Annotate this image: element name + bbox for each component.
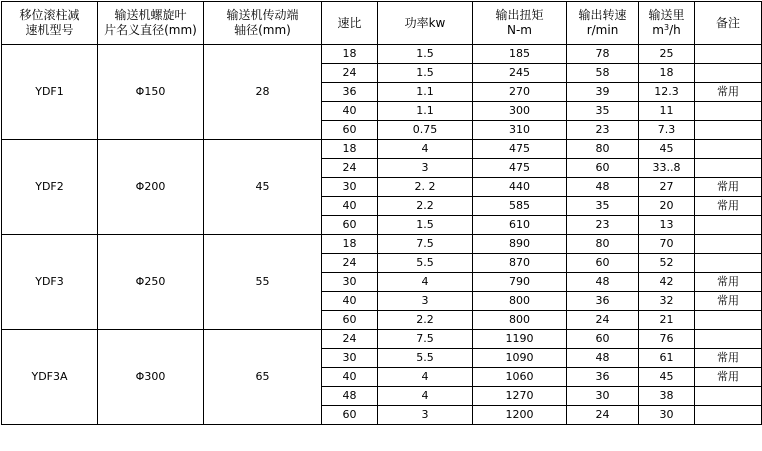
rpm-cell: 24 bbox=[567, 406, 639, 425]
power-cell: 3 bbox=[378, 406, 473, 425]
rpm-cell: 36 bbox=[567, 368, 639, 387]
model-cell: YDF2 bbox=[2, 140, 98, 235]
header-model-line2: 速机型号 bbox=[25, 23, 74, 37]
capacity-cell: 61 bbox=[639, 349, 695, 368]
torque-cell: 1190 bbox=[473, 330, 567, 349]
header-model bbox=[2, 2, 98, 45]
remark-cell bbox=[695, 102, 762, 121]
remark-cell: 常用 bbox=[695, 273, 762, 292]
ratio-cell: 60 bbox=[322, 406, 378, 425]
reducer-spec-table bbox=[1, 1, 762, 425]
header-model-line1: 移位滚柱减 bbox=[19, 8, 80, 22]
rpm-cell: 39 bbox=[567, 83, 639, 102]
torque-cell: 440 bbox=[473, 178, 567, 197]
torque-cell: 800 bbox=[473, 292, 567, 311]
torque-cell: 1270 bbox=[473, 387, 567, 406]
rpm-cell: 35 bbox=[567, 102, 639, 121]
header-rpm-line1: 输出转速 bbox=[578, 8, 627, 22]
capacity-cell: 45 bbox=[639, 140, 695, 159]
capacity-cell: 11 bbox=[639, 102, 695, 121]
rpm-cell: 80 bbox=[567, 235, 639, 254]
rpm-cell: 60 bbox=[567, 330, 639, 349]
torque-cell: 245 bbox=[473, 64, 567, 83]
ratio-cell: 48 bbox=[322, 387, 378, 406]
power-cell: 1.1 bbox=[378, 83, 473, 102]
capacity-cell: 7.3 bbox=[639, 121, 695, 140]
header-torque-line1: 输出扭矩 bbox=[495, 8, 544, 22]
header-spiral-line2: 片名义直径(mm) bbox=[104, 23, 197, 37]
shaft-diameter-cell: 28 bbox=[204, 45, 322, 140]
model-cell: YDF1 bbox=[2, 45, 98, 140]
header-torque-line2: N-m bbox=[507, 23, 532, 37]
remark-cell bbox=[695, 254, 762, 273]
table-row bbox=[2, 140, 762, 159]
header-remark bbox=[695, 2, 762, 45]
remark-cell bbox=[695, 159, 762, 178]
power-cell: 1.1 bbox=[378, 102, 473, 121]
torque-cell: 870 bbox=[473, 254, 567, 273]
torque-cell: 610 bbox=[473, 216, 567, 235]
ratio-cell: 30 bbox=[322, 178, 378, 197]
torque-cell: 1090 bbox=[473, 349, 567, 368]
ratio-cell: 24 bbox=[322, 64, 378, 83]
remark-cell: 常用 bbox=[695, 83, 762, 102]
remark-cell bbox=[695, 235, 762, 254]
ratio-cell: 60 bbox=[322, 216, 378, 235]
header-shaft-diameter bbox=[204, 2, 322, 45]
capacity-cell: 18 bbox=[639, 64, 695, 83]
capacity-cell: 38 bbox=[639, 387, 695, 406]
header-spiral-line1: 输送机螺旋叶 bbox=[114, 8, 187, 22]
power-cell: 1.5 bbox=[378, 45, 473, 64]
rpm-cell: 48 bbox=[567, 273, 639, 292]
remark-cell bbox=[695, 311, 762, 330]
rpm-cell: 23 bbox=[567, 121, 639, 140]
header-row bbox=[2, 2, 762, 45]
power-cell: 5.5 bbox=[378, 349, 473, 368]
power-cell: 3 bbox=[378, 292, 473, 311]
shaft-diameter-cell: 45 bbox=[204, 140, 322, 235]
capacity-cell: 25 bbox=[639, 45, 695, 64]
shaft-diameter-cell: 65 bbox=[204, 330, 322, 425]
table-row bbox=[2, 235, 762, 254]
power-cell: 4 bbox=[378, 368, 473, 387]
remark-cell bbox=[695, 140, 762, 159]
shaft-diameter-cell: 55 bbox=[204, 235, 322, 330]
ratio-cell: 18 bbox=[322, 235, 378, 254]
ratio-cell: 60 bbox=[322, 121, 378, 140]
remark-cell: 常用 bbox=[695, 178, 762, 197]
torque-cell: 270 bbox=[473, 83, 567, 102]
power-cell: 4 bbox=[378, 273, 473, 292]
ratio-cell: 40 bbox=[322, 368, 378, 387]
spiral-diameter-cell: Φ200 bbox=[98, 140, 204, 235]
torque-cell: 585 bbox=[473, 197, 567, 216]
table-row bbox=[2, 45, 762, 64]
header-capacity-unit bbox=[639, 23, 694, 38]
ratio-cell: 24 bbox=[322, 330, 378, 349]
remark-cell: 常用 bbox=[695, 368, 762, 387]
rpm-cell: 48 bbox=[567, 178, 639, 197]
power-cell: 7.5 bbox=[378, 235, 473, 254]
torque-cell: 890 bbox=[473, 235, 567, 254]
remark-cell bbox=[695, 216, 762, 235]
rpm-cell: 48 bbox=[567, 349, 639, 368]
power-cell: 2.2 bbox=[378, 197, 473, 216]
ratio-cell: 30 bbox=[322, 273, 378, 292]
capacity-cell: 45 bbox=[639, 368, 695, 387]
spiral-diameter-cell: Φ250 bbox=[98, 235, 204, 330]
power-cell: 1.5 bbox=[378, 64, 473, 83]
remark-cell bbox=[695, 406, 762, 425]
power-cell: 5.5 bbox=[378, 254, 473, 273]
header-capacity-unit-sup: 3 bbox=[663, 23, 670, 32]
ratio-cell: 24 bbox=[322, 159, 378, 178]
header-rpm-line2: r/min bbox=[586, 23, 619, 37]
power-cell: 2. 2 bbox=[378, 178, 473, 197]
torque-cell: 800 bbox=[473, 311, 567, 330]
table-row bbox=[2, 330, 762, 349]
capacity-cell: 52 bbox=[639, 254, 695, 273]
ratio-cell: 18 bbox=[322, 140, 378, 159]
capacity-cell: 30 bbox=[639, 406, 695, 425]
remark-cell: 常用 bbox=[695, 349, 762, 368]
power-cell: 3 bbox=[378, 159, 473, 178]
remark-cell bbox=[695, 45, 762, 64]
capacity-cell: 33..8 bbox=[639, 159, 695, 178]
ratio-cell: 24 bbox=[322, 254, 378, 273]
spiral-diameter-cell: Φ150 bbox=[98, 45, 204, 140]
capacity-cell: 12.3 bbox=[639, 83, 695, 102]
header-speed-ratio-label: 速比 bbox=[337, 15, 362, 30]
torque-cell: 300 bbox=[473, 102, 567, 121]
capacity-cell: 70 bbox=[639, 235, 695, 254]
torque-cell: 1060 bbox=[473, 368, 567, 387]
rpm-cell: 80 bbox=[567, 140, 639, 159]
header-capacity-line1: 输送里 bbox=[648, 8, 685, 22]
rpm-cell: 60 bbox=[567, 254, 639, 273]
remark-cell bbox=[695, 64, 762, 83]
power-cell: 2.2 bbox=[378, 311, 473, 330]
spiral-diameter-cell: Φ300 bbox=[98, 330, 204, 425]
torque-cell: 475 bbox=[473, 140, 567, 159]
rpm-cell: 58 bbox=[567, 64, 639, 83]
ratio-cell: 40 bbox=[322, 292, 378, 311]
rpm-cell: 30 bbox=[567, 387, 639, 406]
rpm-cell: 60 bbox=[567, 159, 639, 178]
capacity-cell: 76 bbox=[639, 330, 695, 349]
ratio-cell: 40 bbox=[322, 102, 378, 121]
torque-cell: 475 bbox=[473, 159, 567, 178]
torque-cell: 310 bbox=[473, 121, 567, 140]
capacity-cell: 13 bbox=[639, 216, 695, 235]
header-shaft-line1: 输送机传动端 bbox=[226, 8, 299, 22]
torque-cell: 185 bbox=[473, 45, 567, 64]
ratio-cell: 30 bbox=[322, 349, 378, 368]
torque-cell: 790 bbox=[473, 273, 567, 292]
header-shaft-line2: 轴径(mm) bbox=[234, 23, 291, 37]
rpm-cell: 35 bbox=[567, 197, 639, 216]
header-speed-ratio bbox=[322, 2, 378, 45]
ratio-cell: 36 bbox=[322, 83, 378, 102]
header-capacity-unit-suffix: /h bbox=[669, 23, 681, 37]
ratio-cell: 40 bbox=[322, 197, 378, 216]
capacity-cell: 21 bbox=[639, 311, 695, 330]
header-capacity-unit-prefix: m bbox=[652, 23, 664, 37]
rpm-cell: 23 bbox=[567, 216, 639, 235]
capacity-cell: 20 bbox=[639, 197, 695, 216]
rpm-cell: 36 bbox=[567, 292, 639, 311]
table-header bbox=[2, 2, 762, 45]
header-power-label: 功率kw bbox=[404, 15, 446, 30]
rpm-cell: 78 bbox=[567, 45, 639, 64]
capacity-cell: 27 bbox=[639, 178, 695, 197]
header-torque bbox=[473, 2, 567, 45]
power-cell: 0.75 bbox=[378, 121, 473, 140]
table-body bbox=[2, 45, 762, 425]
header-capacity bbox=[639, 2, 695, 45]
remark-cell bbox=[695, 121, 762, 140]
power-cell: 4 bbox=[378, 140, 473, 159]
remark-cell: 常用 bbox=[695, 292, 762, 311]
torque-cell: 1200 bbox=[473, 406, 567, 425]
power-cell: 4 bbox=[378, 387, 473, 406]
power-cell: 7.5 bbox=[378, 330, 473, 349]
power-cell: 1.5 bbox=[378, 216, 473, 235]
remark-cell: 常用 bbox=[695, 197, 762, 216]
ratio-cell: 60 bbox=[322, 311, 378, 330]
model-cell: YDF3A bbox=[2, 330, 98, 425]
model-cell: YDF3 bbox=[2, 235, 98, 330]
capacity-cell: 42 bbox=[639, 273, 695, 292]
ratio-cell: 18 bbox=[322, 45, 378, 64]
header-power bbox=[378, 2, 473, 45]
remark-cell bbox=[695, 330, 762, 349]
header-spiral-diameter bbox=[98, 2, 204, 45]
capacity-cell: 32 bbox=[639, 292, 695, 311]
header-remark-label: 备注 bbox=[715, 15, 740, 30]
rpm-cell: 24 bbox=[567, 311, 639, 330]
remark-cell bbox=[695, 387, 762, 406]
header-rpm bbox=[567, 2, 639, 45]
